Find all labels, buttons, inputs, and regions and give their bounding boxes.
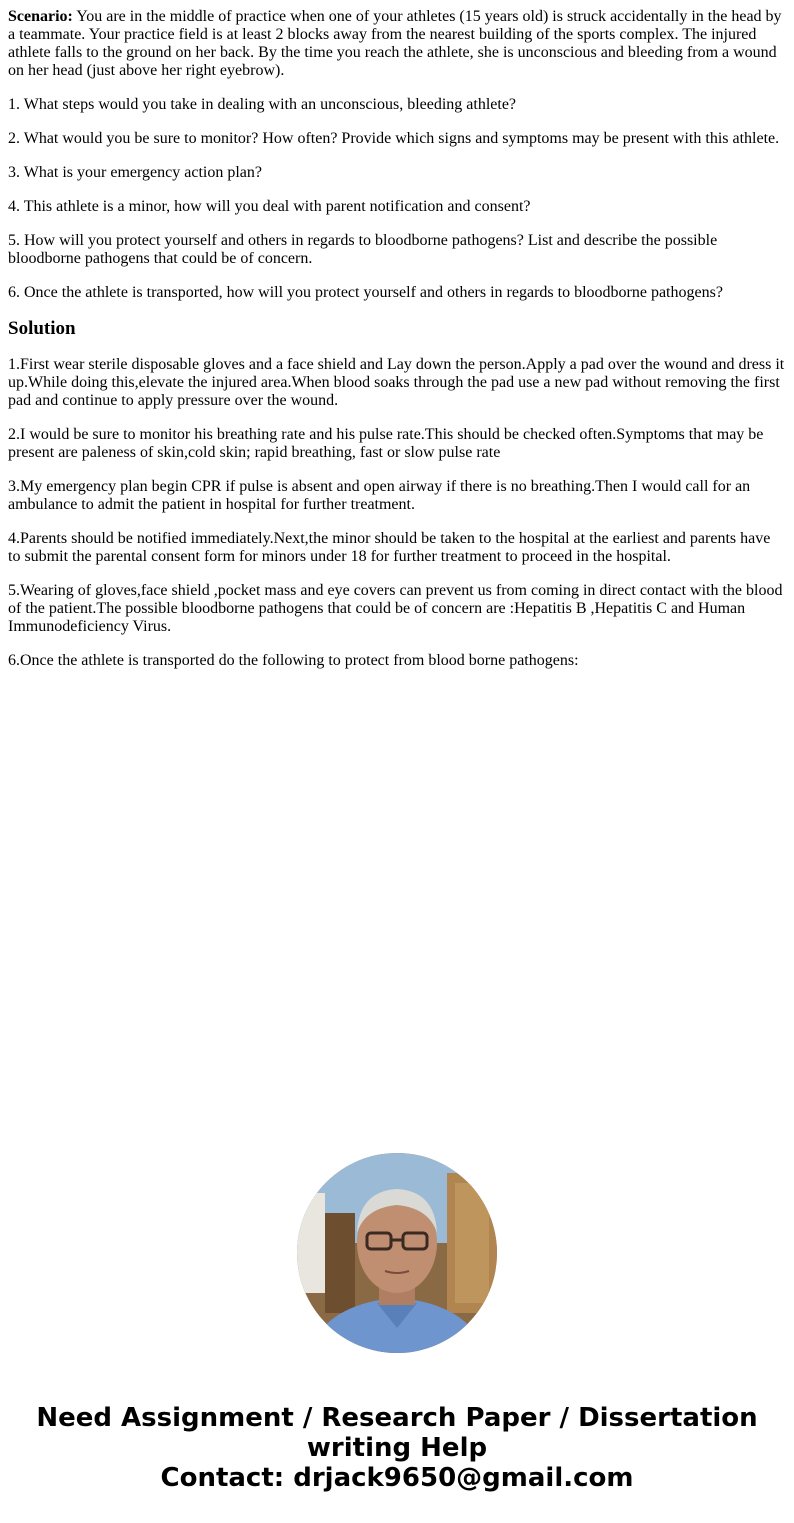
person-portrait-icon: [297, 1153, 497, 1353]
question-2: 2. What would you be sure to monitor? How often? Provide which signs and symptoms may be present with this athlete.: [8, 130, 780, 147]
question-6: 6. Once the athlete is transported, how will you protect yourself and others in regards to bloodborne pathogens?: [8, 284, 723, 301]
avatar: [297, 1153, 497, 1353]
answer-4: 4.Parents should be notified immediately.Next,the minor should be taken to the hospital at the earliest and parents have to submit the parental consent form for minors under 18 for further treatment to proceed in the hospital.: [8, 530, 771, 565]
scenario-paragraph: [8, 8, 786, 80]
promo-banner: [0, 1403, 794, 1493]
promo-line-contact[interactable]: Contact: drjack9650@gmail.com: [160, 1463, 634, 1493]
answer-6: 6.Once the athlete is transported do the following to protect from blood borne pathogens:: [8, 652, 579, 669]
question-5: 5. How will you protect yourself and others in regards to bloodborne pathogens? List and describe the possible bloodborne pathogens that could be of concern.: [8, 232, 718, 267]
answer-2: 2.I would be sure to monitor his breathing rate and his pulse rate.This should be checked often.Symptoms that may be present are paleness of skin,cold skin; rapid breathing, fast or slow pulse rate: [8, 426, 764, 461]
document-body: [8, 8, 786, 686]
solution-heading: Solution: [8, 318, 76, 339]
answer-3: 3.My emergency plan begin CPR if pulse is absent and open airway if there is no breathing.Then I would call for an ambulance to admit the patient in hospital for further treatment.: [8, 478, 751, 513]
question-4: 4. This athlete is a minor, how will you deal with parent notification and consent?: [8, 198, 531, 215]
scenario-label: Scenario:: [8, 8, 73, 25]
scenario-text: You are in the middle of practice when one of your athletes (15 years old) is struck accidentally in the head by a teammate. Your practice field is at least 2 blocks away from the nearest building of the sports complex. The injured athlete falls to the ground on her back. By the time you reach the athlete, she is unconscious and bleeding from a wound on her head (just above her right eyebrow).: [8, 8, 782, 79]
answer-1: 1.First wear sterile disposable gloves and a face shield and Lay down the person.Apply a pad over the wound and dress it up.While doing this,elevate the injured area.When blood soaks through the pad use a new pad without removing the first pad and continue to apply pressure over the wound.: [8, 356, 785, 409]
promo-line-help: Need Assignment / Research Paper / Dissertation writing Help: [36, 1403, 758, 1463]
question-3: 3. What is your emergency action plan?: [8, 164, 262, 181]
question-1: 1. What steps would you take in dealing with an unconscious, bleeding athlete?: [8, 96, 517, 113]
answer-5: 5.Wearing of gloves,face shield ,pocket mass and eye covers can prevent us from coming in direct contact with the blood of the patient.The possible bloodborne pathogens that could be of concern are :Hepatitis B ,Hepatitis C and Human Immunodeficiency Virus.: [8, 582, 783, 635]
